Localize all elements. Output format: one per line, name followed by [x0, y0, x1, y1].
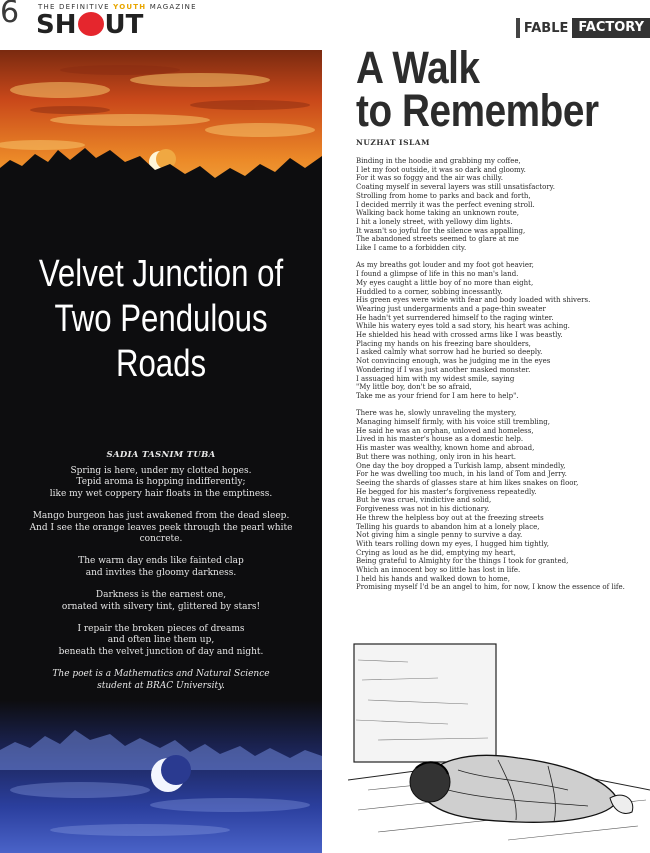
story-line: He hadn't yet surrendered himself to the raging winter. [356, 313, 554, 322]
story-line: Binding in the hoodie and grabbing my coffee, [356, 157, 521, 165]
story-line: I decided merrily it was the perfect evening stroll. [356, 200, 535, 209]
poem-panel [0, 50, 322, 853]
tagline-suffix: MAGAZINE [146, 3, 197, 11]
story-line: Not convincing enough, was he judging me in the eyes [356, 357, 551, 366]
poem-stanza [8, 624, 314, 658]
story-line: He said he was an orphan, unloved and homeless, [356, 426, 534, 435]
story-line: Seeing the shards of glasses stare at him likes snakes on floor, [356, 478, 579, 487]
poet-note-line: student at BRAC University. [97, 680, 225, 691]
story-line: But there was nothing, only iron in his heart. [356, 452, 516, 461]
poem-body [8, 466, 314, 692]
story-line: His master was wealthy, known home and abroad, [356, 444, 535, 453]
story-title [356, 42, 599, 136]
story-line: I asked calmly what sorrow had he buried so deeply. [356, 348, 543, 357]
story-line: "My little boy, don't be so afraid, [356, 383, 472, 392]
story-line: I held his hands and walked down to home, [356, 574, 510, 583]
poem-stanza [8, 511, 314, 545]
story-line: Wearing just undergarments and a page-thin sweater [356, 304, 546, 313]
logo-left: SH [36, 10, 77, 40]
story-line: Wondering if I was just another masked monster. [356, 365, 531, 374]
poem-title [29, 252, 293, 387]
poem-stanza [8, 590, 314, 613]
story-line: Placing my hands on his freezing bare shoulders, [356, 339, 531, 348]
story-line: The abandoned streets seemed to glare at me [356, 235, 519, 244]
poem-line: beneath the velvet junction of day and night. [58, 646, 264, 657]
logo-o-circle-icon [78, 12, 104, 36]
story-line: Coating myself in several layers was still unsatisfactory. [356, 183, 555, 192]
story-line: Telling his guards to abandon him at a lonely place, [356, 522, 540, 531]
poem-line: Spring is here, under my clotted hopes. [70, 466, 252, 476]
story-line: Lived in his master's house as a domestic help. [356, 435, 524, 444]
poem-line: Tepid aroma is hopping indifferently; [76, 477, 246, 488]
story-title-line: to Remember [356, 85, 599, 136]
story-line: Walking back home taking an unknown route, [356, 209, 520, 218]
poem-author: SADIA TASNIM TUBA [106, 450, 216, 460]
shout-logo [36, 10, 143, 40]
section-label [516, 18, 650, 38]
section-bar [516, 18, 520, 38]
story-title-line: A Walk [356, 42, 480, 93]
story-line: I hit a lonely street, with yellowy dim lights. [356, 217, 513, 226]
poem-stanza [8, 466, 314, 500]
story-line: Take me as your friend for I am here to help". [356, 391, 519, 400]
story-paragraph [356, 261, 650, 400]
poem-stanza [8, 556, 314, 579]
night-sky-image [0, 700, 322, 853]
story-line: As my breaths got louder and my foot got heavier, [356, 261, 534, 270]
sunset-sky-image [0, 50, 322, 250]
poem-line: like my wet coppery hair floats in the emptiness. [49, 488, 273, 499]
story-line: Promising myself I'd be an angel to him, for now, I know the essence of life. [356, 583, 625, 592]
story-line: One day the boy dropped a Turkish lamp, absent mindedly, [356, 461, 566, 470]
story-line: There was he, slowly unraveling the mystery, [356, 409, 517, 418]
poem-line: And I see the orange leaves peek through the pearl white concrete. [29, 522, 293, 545]
story-line: He threw the helpless boy out at the freezing streets [356, 513, 544, 522]
poet-note-line: The poet is a Mathematics and Natural Science [52, 669, 270, 680]
story-paragraph [356, 409, 650, 592]
story-paragraph [356, 157, 650, 253]
poem-line: The warm day ends like fainted clap [78, 556, 244, 567]
poem-title-line: Velvet Junction of [38, 253, 284, 295]
story-author: NUZHAT ISLAM [356, 138, 430, 147]
story-line: With tears rolling down my eyes, I hugged him tightly, [356, 539, 549, 548]
page-number: 6 [0, 0, 20, 30]
poem-line: and invites the gloomy darkness. [85, 567, 237, 578]
poem-title-line: Two Pendulous [54, 298, 268, 340]
story-line: I let my foot outside, it was so dark and gloomy. [356, 165, 526, 174]
poet-note [8, 669, 314, 692]
story-line: But he was cruel, vindictive and solid, [356, 496, 492, 505]
story-line: Like I came to a forbidden city. [356, 244, 467, 253]
story-line: I assuaged him with my widest smile, saying [356, 374, 515, 383]
story-line: Crying as loud as he did, emptying my heart, [356, 548, 516, 557]
tagline-prefix: THE DEFINITIVE [38, 3, 114, 11]
story-line: For he was dwelling too much, in his land of Tom and Jerry. [356, 470, 567, 479]
story-line: My eyes caught a little boy of no more than eight, [356, 278, 534, 287]
logo-right: UT [104, 10, 144, 40]
poem-line: Darkness is the earnest one, [95, 590, 227, 601]
story-line: Managing himself firmly, with his voice still trembling, [356, 418, 550, 427]
section-factory: FACTORY [572, 18, 650, 38]
poem-line: Mango burgeon has just awakened from the dead sleep. [32, 511, 290, 522]
tagline-highlight: YOUTH [113, 3, 147, 11]
story-line: For it was so foggy and the air was chilly. [356, 174, 503, 183]
story-line: Forgiveness was not in his dictionary. [356, 505, 490, 514]
story-line: It wasn't so joyful for the silence was appalling, [356, 226, 526, 235]
story-line: Huddled to a corner, sobbing incessantly. [356, 287, 503, 296]
story-line: Which an innocent boy so little has lost in life. [356, 566, 521, 575]
poem-line: and often line them up, [107, 635, 215, 646]
poem-line: ornated with silvery tint, glittered by stars! [61, 601, 261, 612]
story-line: I found a glimpse of life in this no man's land. [356, 270, 519, 279]
story-line: He begged for his master's forgiveness repeatedly. [356, 487, 537, 496]
poem-title-line: Roads [115, 343, 207, 385]
poem-line: I repair the broken pieces of dreams [77, 624, 245, 635]
story-line: His green eyes were wide with fear and body loaded with shivers. [356, 296, 591, 305]
sleeping-boy-illustration [348, 640, 650, 853]
section-fable: FABLE [523, 20, 569, 36]
story-line: While his watery eyes told a sad story, his heart was aching. [356, 322, 570, 331]
story-line: He shielded his head with crossed arms like I was beastly. [356, 331, 563, 340]
story-body [356, 157, 650, 601]
story-line: Not giving him a single penny to survive a day. [356, 531, 523, 540]
story-line: Strolling from home to parks and back and forth, [356, 191, 531, 200]
story-line: Being grateful to Almighty for the things I took for granted, [356, 557, 569, 566]
